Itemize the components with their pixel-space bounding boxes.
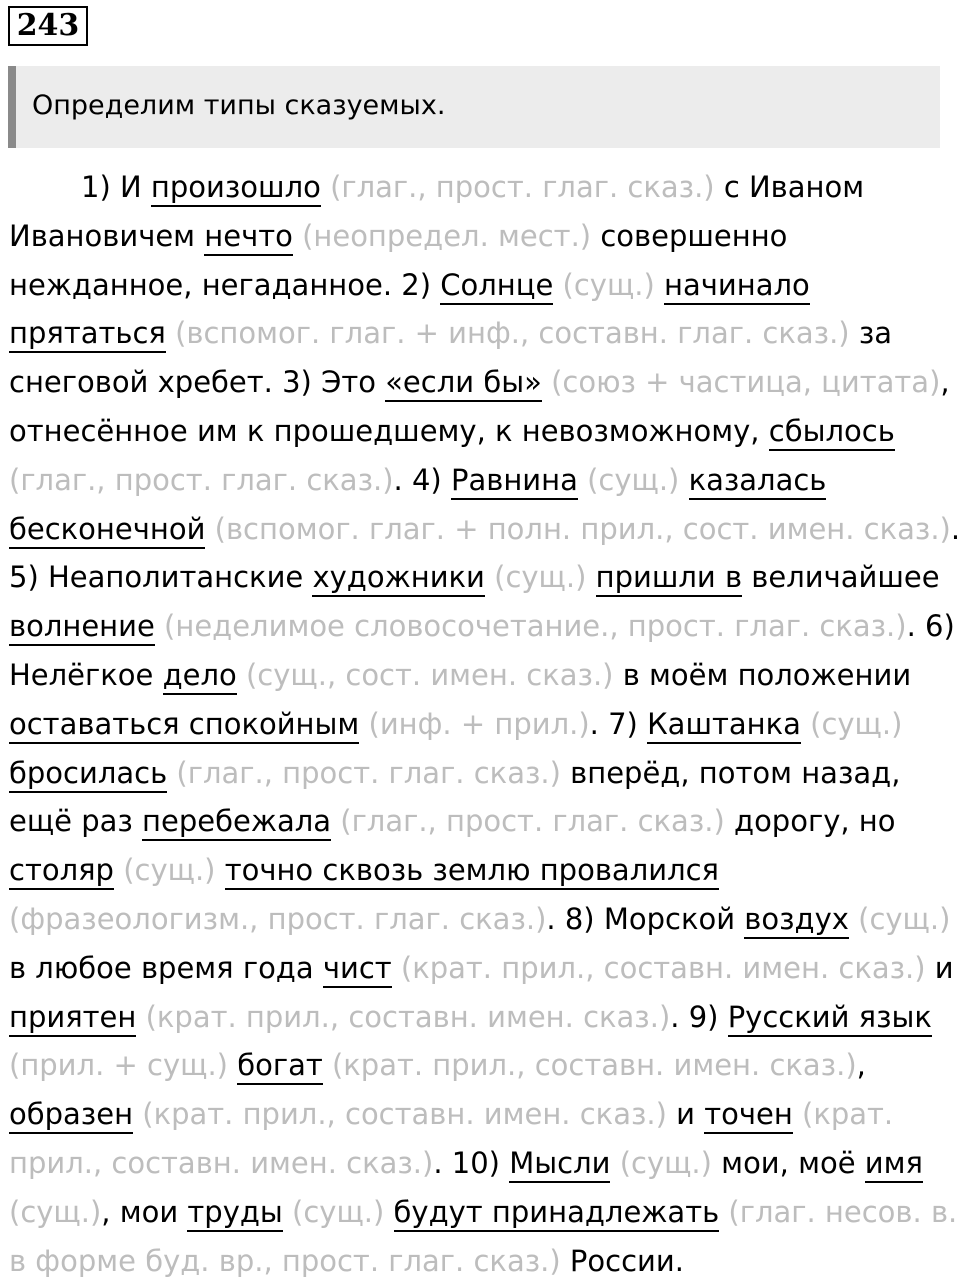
sentence-text: [215, 853, 224, 887]
sentence-text: в моём положении: [613, 657, 912, 692]
grammar-annotation: (союз + частица, цитата): [551, 365, 941, 400]
sentence-text: ,: [856, 1048, 866, 1083]
task-number-badge: 243: [8, 6, 88, 46]
grammar-annotation: прил., составн. имен. сказ.): [9, 1145, 434, 1180]
underlined-sentence-part: дело: [163, 658, 237, 695]
underlined-sentence-part: чист: [323, 951, 392, 988]
sentence-text: [793, 1097, 802, 1131]
solution-line: [9, 944, 959, 993]
sentence-text: [205, 512, 214, 546]
sentence-text: . 10): [433, 1145, 510, 1180]
grammar-annotation: (крат. прил., составн. имен. сказ.): [145, 999, 671, 1034]
solution-line: [9, 846, 959, 895]
grammar-annotation: (вспомог. глаг. + полн. прил., сост. имен. сказ.): [214, 511, 951, 546]
grammar-annotation: (инф. + прил.): [368, 706, 590, 741]
solution-line: [9, 749, 959, 798]
grammar-annotation: (крат. прил., составн. имен. сказ.): [331, 1048, 857, 1083]
grammar-annotation: (крат. прил., составн. имен. сказ.): [142, 1097, 667, 1132]
sentence-text: [542, 365, 551, 399]
grammar-annotation: (глаг. несов. в.: [728, 1194, 958, 1229]
sentence-text: величайшее: [742, 560, 940, 595]
grammar-annotation: (сущ., сост. имен. сказ.): [245, 657, 614, 692]
sentence-text: [167, 756, 176, 790]
underlined-sentence-part: будут принадлежать: [394, 1195, 720, 1232]
sentence-text: в любое время года: [9, 950, 323, 985]
underlined-sentence-part: перебежала: [142, 804, 331, 841]
sentence-text: [283, 1195, 292, 1229]
sentence-text: и: [666, 1097, 705, 1132]
grammar-annotation: в форме буд. вр., прост. глаг. сказ.): [9, 1243, 561, 1278]
sentence-text: [610, 1146, 619, 1180]
grammar-annotation: (сущ.): [9, 1194, 102, 1229]
grammar-annotation: (прил. + сущ.): [9, 1048, 228, 1083]
sentence-text: [679, 463, 688, 497]
sentence-text: отнесённое им к прошедшему, к невозможному,: [9, 413, 769, 448]
underlined-sentence-part: имя: [865, 1146, 923, 1183]
grammar-annotation: (крат. прил., составн. имен. сказ.): [400, 950, 926, 985]
sentence-text: [392, 951, 401, 985]
underlined-sentence-part: художники: [312, 560, 484, 597]
grammar-annotation: (глаг., прост. глаг. сказ.): [340, 804, 725, 839]
underlined-sentence-part: точен: [704, 1097, 793, 1134]
sentence-text: 1) И: [81, 170, 151, 204]
sentence-text: . 9): [670, 999, 728, 1034]
sentence-text: [237, 658, 246, 692]
sentence-text: [293, 219, 302, 253]
solution-line: [9, 797, 959, 846]
sentence-text: [849, 902, 858, 936]
solution-line: [9, 993, 959, 1042]
sentence-text: и: [925, 950, 954, 985]
solution-line: [9, 1188, 959, 1237]
solution-text: [9, 163, 959, 1285]
sentence-text: [321, 170, 330, 204]
sentence-text: [166, 316, 175, 350]
solution-line: [9, 1139, 959, 1188]
grammar-annotation: (неопредел. мест.): [302, 218, 592, 253]
sentence-text: [136, 1000, 145, 1034]
grammar-annotation: (сущ.): [562, 267, 655, 302]
sentence-text: ,: [940, 365, 950, 400]
solution-line: [9, 456, 959, 505]
underlined-sentence-part: богат: [237, 1048, 323, 1085]
sentence-text: , мои: [101, 1194, 188, 1229]
sentence-text: [228, 1048, 237, 1082]
solution-line: [9, 602, 959, 651]
underlined-sentence-part: сбылось: [769, 414, 895, 451]
underlined-sentence-part: бросилась: [9, 756, 167, 793]
sentence-text: . 4): [393, 462, 451, 497]
underlined-sentence-part: Каштанка: [647, 707, 801, 744]
solution-line: [9, 700, 959, 749]
grammar-annotation: (глаг., прост. глаг. сказ.): [9, 462, 394, 497]
underlined-sentence-part: столяр: [9, 853, 114, 890]
sentence-text: [801, 707, 810, 741]
sentence-text: [114, 853, 123, 887]
grammar-annotation: (крат.: [802, 1097, 894, 1132]
solution-line: [9, 1090, 959, 1139]
underlined-sentence-part: Мысли: [509, 1146, 610, 1183]
solution-line: [9, 505, 959, 554]
sentence-text: мои, моё: [711, 1145, 865, 1180]
sentence-text: 5) Неаполитанские: [9, 560, 313, 595]
underlined-sentence-part: воздух: [744, 902, 849, 939]
underlined-sentence-part: бесконечной: [9, 512, 205, 549]
solution-line: [9, 163, 959, 212]
underlined-sentence-part: произошло: [151, 170, 321, 207]
sentence-text: [553, 268, 562, 302]
grammar-annotation: (сущ.): [810, 706, 903, 741]
underlined-sentence-part: точно сквозь землю провалился: [225, 853, 719, 890]
sentence-text: . 7): [589, 706, 648, 741]
underlined-sentence-part: нечто: [204, 219, 293, 256]
underlined-sentence-part: образен: [9, 1097, 133, 1134]
underlined-sentence-part: начинало: [664, 268, 810, 305]
grammar-annotation: (сущ.): [587, 462, 680, 497]
sentence-text: [133, 1097, 142, 1131]
underlined-sentence-part: оставаться спокойным: [9, 707, 359, 744]
sentence-text: ещё раз: [9, 804, 143, 839]
sentence-text: Нелёгкое: [9, 657, 163, 692]
sentence-text: [155, 609, 164, 643]
sentence-text: нежданное, негаданное. 2): [9, 267, 441, 302]
sentence-text: [578, 463, 587, 497]
grammar-annotation: (сущ.): [123, 853, 216, 888]
grammar-annotation: (неделимое словосочетание., прост. глаг. сказ.): [164, 609, 907, 644]
grammar-annotation: (глаг., прост. глаг. сказ.): [330, 170, 715, 204]
solution-line: [9, 309, 959, 358]
underlined-sentence-part: прятаться: [9, 316, 166, 353]
grammar-annotation: (сущ.): [858, 901, 951, 936]
sentence-text: . 8) Морской: [546, 901, 745, 936]
sentence-text: [331, 804, 340, 838]
underlined-sentence-part: Русский язык: [728, 1000, 932, 1037]
grammar-annotation: (фразеологизм., прост. глаг. сказ.): [9, 901, 547, 936]
grammar-annotation: (вспомог. глаг. + инф., составн. глаг. сказ.): [175, 316, 850, 351]
solution-line: [9, 1041, 959, 1090]
underlined-sentence-part: казалась: [689, 463, 827, 500]
solution-line: [9, 358, 959, 407]
sentence-text: Ивановичем: [9, 218, 205, 253]
sentence-text: России.: [560, 1243, 684, 1278]
solution-line: [9, 212, 959, 261]
solution-line: [9, 261, 959, 310]
solution-line: [9, 553, 959, 602]
sentence-text: вперёд, потом назад,: [560, 755, 901, 790]
sentence-text: за: [849, 316, 893, 351]
sentence-text: [323, 1048, 332, 1082]
task-instruction-text: Определим типы сказуемых.: [32, 90, 446, 121]
sentence-text: [384, 1195, 393, 1229]
solution-line: [9, 1237, 959, 1286]
sentence-text: [359, 707, 368, 741]
underlined-sentence-part: приятен: [9, 1000, 136, 1037]
underlined-sentence-part: Солнце: [440, 268, 553, 305]
underlined-sentence-part: пришли в: [596, 560, 742, 597]
grammar-annotation: (сущ.): [494, 560, 587, 595]
sentence-text: [485, 560, 494, 594]
task-instruction-box: [8, 66, 940, 148]
underlined-sentence-part: труды: [187, 1195, 282, 1232]
solution-line: [9, 651, 959, 700]
sentence-text: [655, 268, 664, 302]
grammar-annotation: (сущ.): [292, 1194, 385, 1229]
underlined-sentence-part: Равнина: [451, 463, 578, 500]
sentence-text: . 6): [906, 609, 955, 644]
solution-line: [9, 895, 959, 944]
sentence-text: снеговой хребет. 3) Это: [9, 365, 386, 400]
sentence-text: совершенно: [591, 218, 788, 253]
underlined-sentence-part: волнение: [9, 609, 155, 646]
sentence-text: дорогу, но: [724, 804, 896, 839]
grammar-annotation: (глаг., прост. глаг. сказ.): [176, 755, 561, 790]
grammar-annotation: (сущ.): [619, 1145, 712, 1180]
underlined-sentence-part: «если бы»: [385, 365, 542, 402]
sentence-text: [586, 560, 595, 594]
sentence-text: .: [950, 511, 960, 546]
solution-line: [9, 407, 959, 456]
sentence-text: с Иваном: [714, 170, 865, 204]
